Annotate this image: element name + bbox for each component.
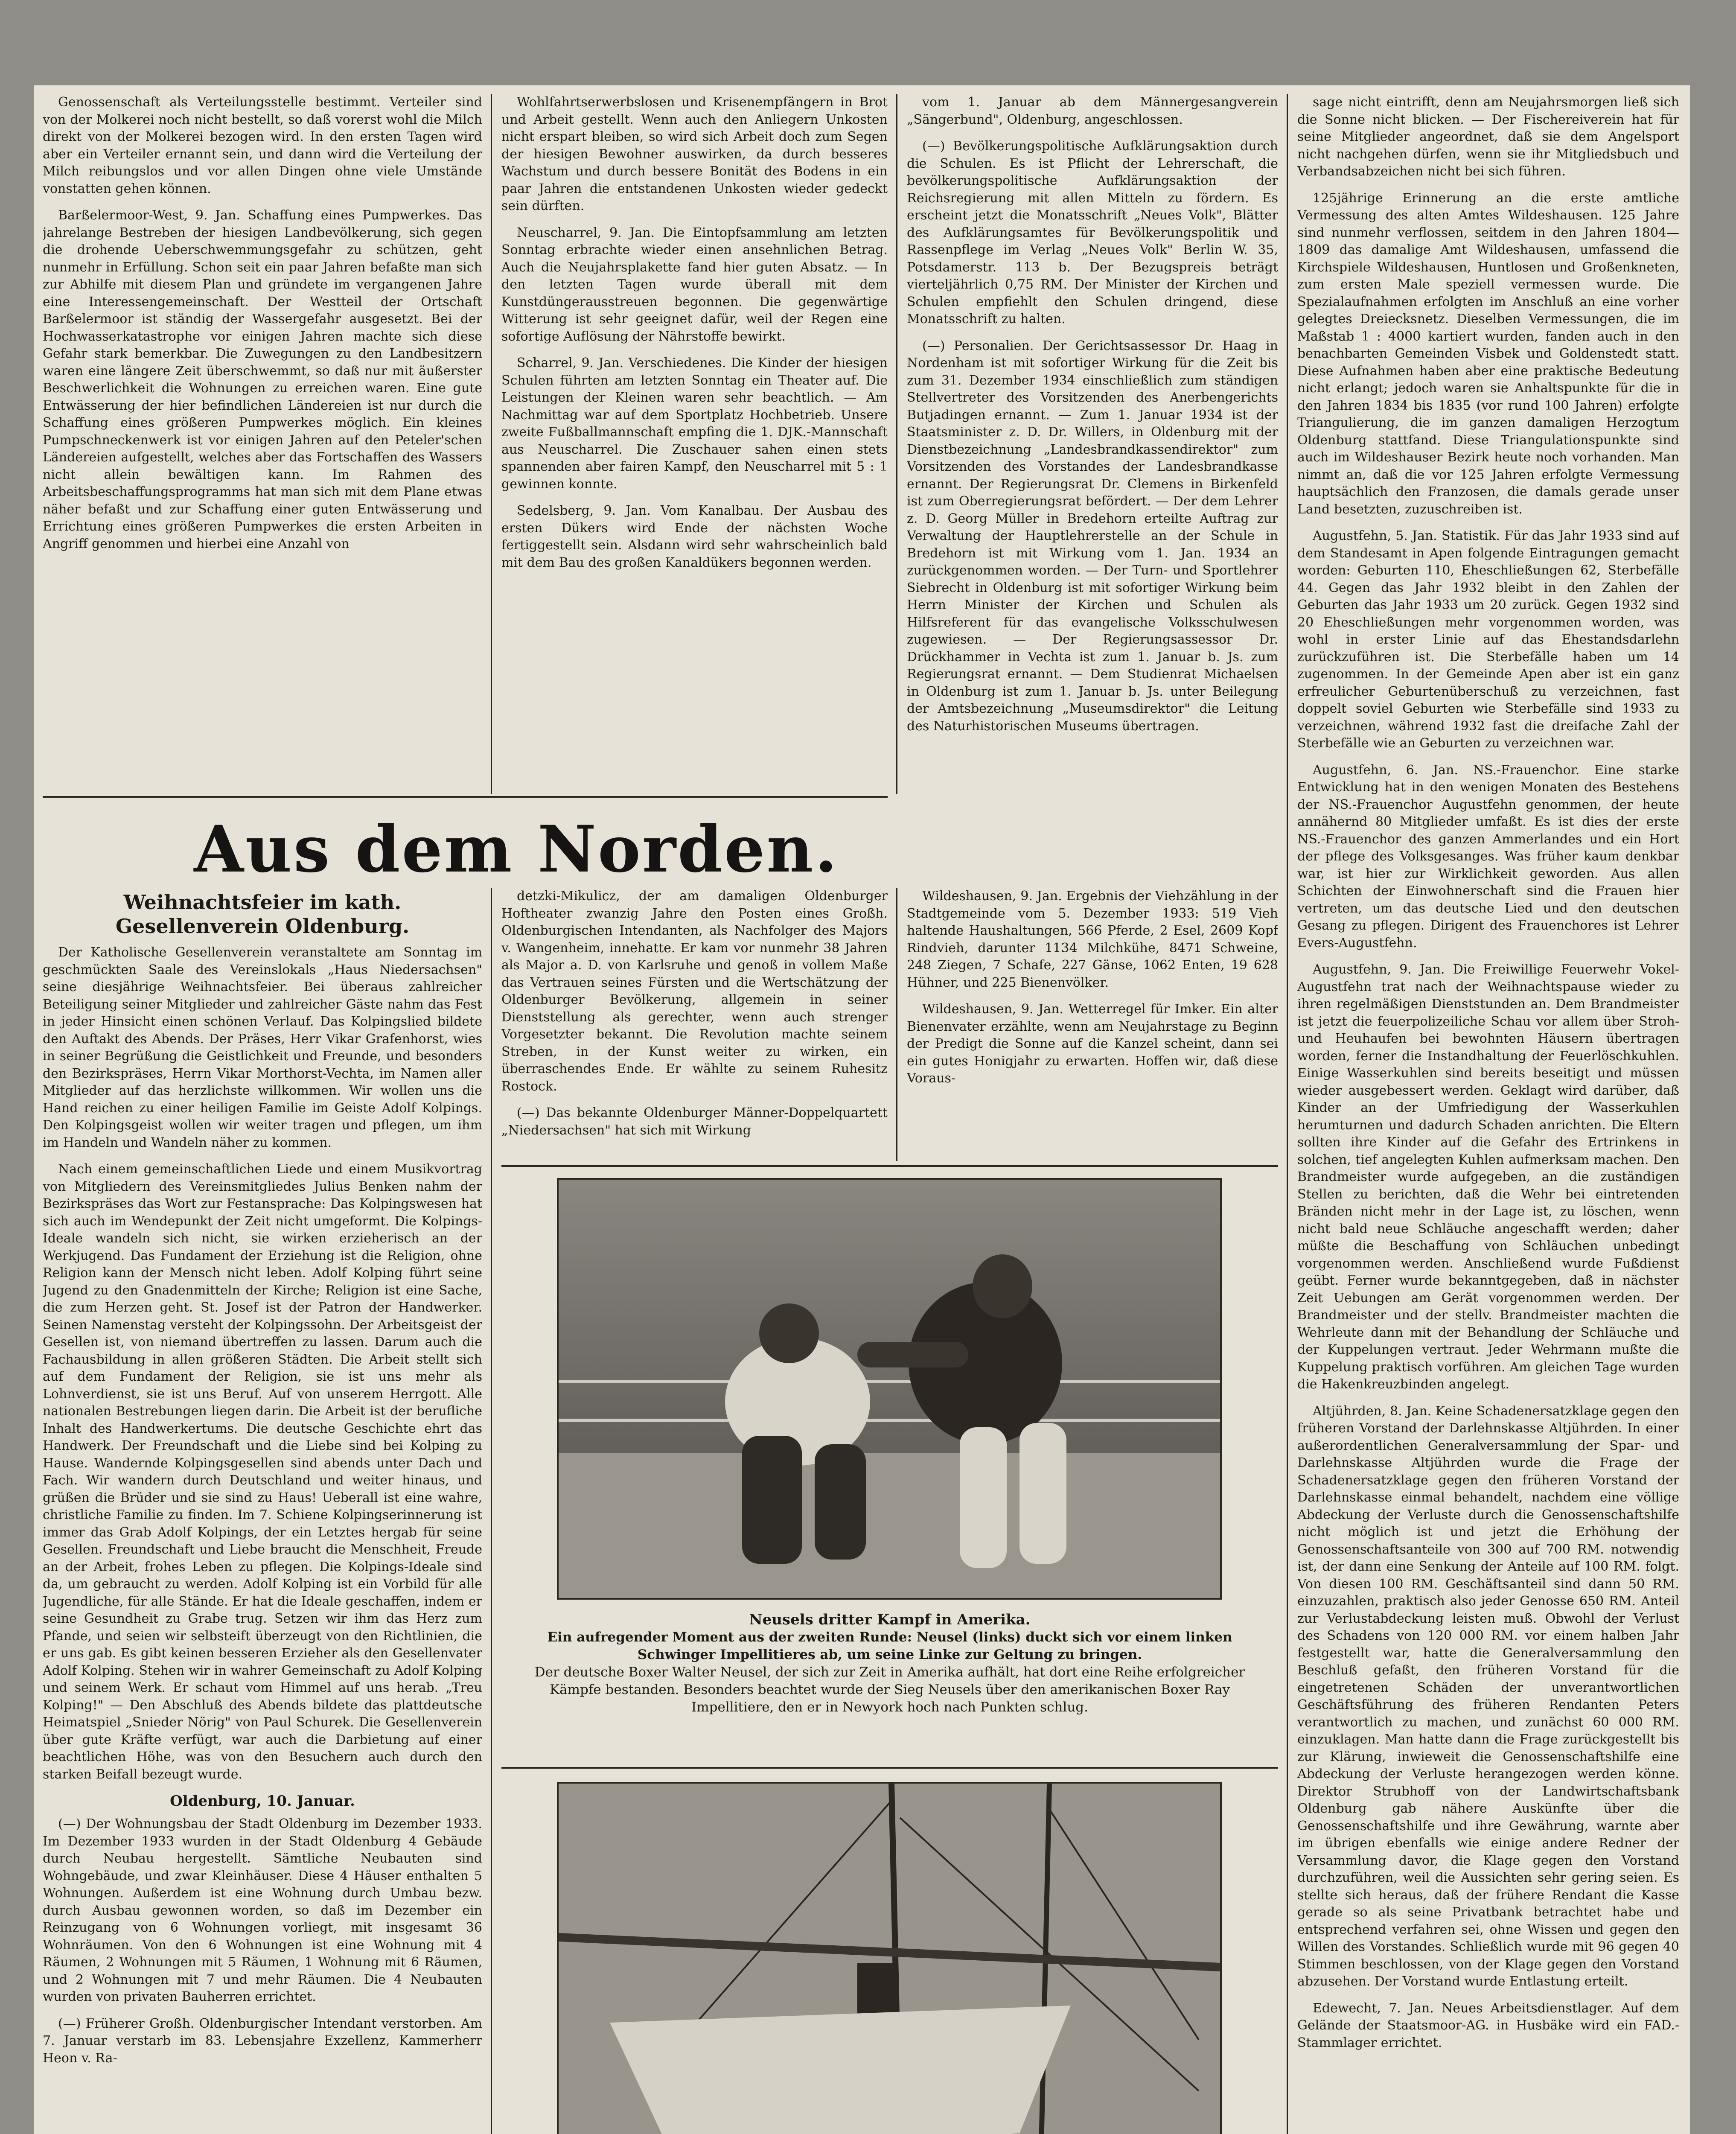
paragraph: Augustfehn, 5. Jan. Statistik. Für das Jahr 1933 sind auf dem Standesamt in Apen folgende Eintragungen gemacht worden: Geburten 110, Eheschließungen 62, Sterbefälle 44. Gegen das Jahr 1932 bleibt in den Zahlen der Geburten das Jahr 1933 um 20 zurück. Gegen 1932 sind 20 Eheschließungen mehr vorgenommen worden, was wohl in erster Linie auf das Ehestandsdarlehn zurückzuführen ist. Die Sterbefälle haben um 14 zugenommen. In der Gemeinde Apen aber ist ein ganz erfreulicher Geburtenüberschuß zu verzeichnen, fast doppelt soviel Geburten wie Sterbefälle sind 1933 zu verzeichnen, während 1932 fast die dreifache Zahl der Sterbefälle wie an Geburten zu verzeichnen war.	[1297, 528, 1679, 751]
column-divider	[491, 888, 492, 2134]
paragraph: Sedelsberg, 9. Jan. Vom Kanalbau. Der Ausbau des ersten Dükers wird Ende der nächsten Woche fertiggestellt sein. Alsdann wird sehr wahrscheinlich bald mit dem Bau des großen Kanaldükers begonnen werden.	[501, 503, 888, 570]
paragraph: Wohlfahrtserwerbslosen und Krisenempfängern in Brot und Arbeit gestellt. Wenn auch den Anliegern Unkosten nicht erspart bleiben, so wird sich Arbeit doch zum Segen der hiesigen Bewohner auswirken, da durch besseres Wachstum und durch bessere Bonität des Bodens in ein paar Jahren die entstandenen Unkosten wieder gedeckt sein dürften.	[501, 95, 888, 213]
ship-photo	[557, 1782, 1222, 2134]
boxing-caption-subtitle: Ein aufregender Moment aus der zweiten Runde: Neusel (links) duckt sich vor einem linken Schwinger Impellitieres ab, um seine Linke zur Geltung zu bringen.	[547, 1630, 1232, 1662]
boxing-caption	[512, 1611, 1267, 1716]
paragraph: Scharrel, 9. Jan. Verschiedenes. Die Kinder der hiesigen Schulen führten am letzten Sonntag ein Theater auf. Die Leistungen der Kleinen waren sehr beachtlich. — Am Nachmittag war auf dem Sportplatz Hochbetrieb. Unsere zweite Fußballmannschaft empfing die 1. DJK.-Mannschaft aus Neuscharrel. Die Zuschauer sahen einen stets spannenden aber fairen Kampf, den Neuscharrel mit 5 : 1 gewinnen konnte.	[501, 356, 888, 492]
paragraph: (—) Der Wohnungsbau der Stadt Oldenburg im Dezember 1933. Im Dezember 1933 wurden in der Stadt Oldenburg 4 Gebäude durch Neubau hergestellt. Sämtliche Neubauten sind Wohngebäude, und zwar Kleinhäuser. Diese 4 Häuser enthalten 5 Wohnungen. Außerdem ist eine Wohnung durch Umbau bezw. durch Ausbau gewonnen worden, so daß im Dezember ein Reinzugang von 6 Wohnungen vorliegt, mit insgesamt 36 Wohnräumen. Von den 6 Wohnungen ist eine Wohnung mit 4 Räumen, 2 Wohnungen mit 5 Räumen, 1 Wohnung mit 6 Räumen, und 2 Wohnungen mit 7 und mehr Räumen. Die 4 Neubauten wurden von privaten Bauherren errichtet.	[43, 1816, 482, 2004]
paragraph: Der Katholische Gesellenverein veranstaltete am Sonntag im geschmückten Saale des Vereinslokals „Haus Niedersachsen" seine diesjährige Weihnachtsfeier. Bei überaus zahlreicher Beteiligung seiner Mitglieder und zahlreicher Gäste nahm das Fest in jeder Hinsicht einen schönen Verlauf. Das Kolpingslied bildete den Auftakt des Abends. Der Präses, Herr Vikar Grafenhorst, wies in seiner Begrüßung die Geistlichkeit und Freunde, und besonders den Bezirkspräses, Herrn Vikar Morthorst-Vechta, im Namen aller Mitglieder auf das herzlichste willkommen. Wir wollen uns die Hand reichen zu einer heiligen Familie im Geiste Adolf Kolpings. Den Kolpingsgeist wollen wir weiter tragen und pflegen, um ihm im Handeln und Wandeln näher zu kommen.	[43, 945, 482, 1150]
paragraph: Barßelermoor-West, 9. Jan. Schaffung eines Pumpwerkes. Das jahrelange Bestreben der hiesigen Landbevölkerung, sich gegen die drohende Ueberschwemmungsgefahr zu schützen, geht nunmehr in Erfüllung. Schon seit ein paar Jahren befaßte man sich zur Abhilfe mit diesem Plan und gründete im vergangenen Jahre eine Interessengemeinschaft. Der Westteil der Ortschaft Barßelermoor ist ständig der Wassergefahr ausgesetzt. Bei der Hochwasserkatastrophe vor einigen Jahren machte sich diese Gefahr stark bemerkbar. Die Zuwegungen zu den Landbesitzern waren eine längere Zeit überschwemmt, so daß nur mit äußerster Beschwerlichkeit die Wohnungen zu erreichen waren. Eine gute Entwässerung der hier befindlichen Ländereien ist nur durch die Schaffung eines größeren Pumpwerkes möglich. Ein kleines Pumpschneckenwerk ist vor einigen Jahren auf den Peteler'schen Ländereien aufgestellt, welches aber das Fortschaffen des Wassers nicht allein bewältigen kann. Im Rahmen des Arbeitsbeschaffungsprogramms hat man sich mit dem Plane etwas näher befaßt und zur Schaffung einer guten Entwässerung und Errichtung eines größeren Pumpwerkes die ersten Arbeiten in Angriff genommen und hierbei eine Anzahl von	[43, 208, 482, 551]
column-3-top	[907, 94, 1278, 785]
column-divider	[491, 94, 492, 794]
paragraph: Genossenschaft als Verteilungsstelle bestimmt. Verteiler sind von der Molkerei noch nicht bestellt, so daß vorerst wohl die Milch direkt von der Molkerei bezogen wird. In den ersten Tagen wird aber ein Verteiler ernannt sein, und dann wird die Verteilung der Milch reibungslos und vor allen Dingen ohne viele Umstände vonstatten gehen können.	[43, 95, 482, 196]
column-2-bottom	[501, 888, 888, 1161]
paragraph: Wildeshausen, 9. Jan. Wetterregel für Imker. Ein alter Bienenvater erzählte, wenn am Neujahrstage zu Beginn der Predigt die Sonne auf die Kanzel scheint, dann sei ein gutes Honigjahr zu erwarten. Hoffen wir, daß diese Voraus-	[907, 1002, 1278, 1086]
column-1-top	[43, 94, 482, 785]
paragraph: (—) Bevölkerungspolitische Aufklärungsaktion durch die Schulen. Es ist Pflicht der Lehrerschaft, die bevölkerungspolitische Aufklärungsaktion der Reichsregierung mit allen Mitteln zu fördern. Es erscheint jetzt die Monatsschrift „Neues Volk", Blätter des Aufklärungsamtes für Bevölkerungspolitik und Rassenpflege im Verlag „Neues Volk" Berlin W. 35, Potsdamerstr. 113 b. Der Bezugspreis beträgt vierteljährlich 0,75 RM. Der Minister der Kirchen und Schulen empfiehlt den Schulen dringend, diese Monatsschrift zu halten.	[907, 139, 1278, 327]
paragraph: detzki-Mikulicz, der am damaligen Oldenburger Hoftheater zwanzig Jahre den Posten eines Großh. Oldenburgischen Intendanten, als Nachfolger des Majors v. Wangenheim, innehatte. Er kam vor nunmehr 38 Jahren als Major a. D. von Karlsruhe und genoß in vollem Maße das Vertrauen seines Fürsten und die Wertschätzung der Oldenburger Bevölkerung, allgemein in seiner Dienststellung als gerechter, wenn auch strenger Vorgesetzter bekannt. Die Revolution machte seinem Streben, in der Kunst weiter zu wirken, ein überraschendes Ende. Er wählte zu seinem Ruhesitz Rostock.	[501, 889, 888, 1094]
column-divider	[1287, 94, 1288, 2134]
paragraph: (—) Personalien. Der Gerichtsassessor Dr. Haag in Nordenham ist mit sofortiger Wirkung für die Zeit bis zum 31. Dezember 1934 einschließlich zum ständigen Stellvertreter des Vorsitzenden des Anerbengerichts Butjadingen ernannt. — Zum 1. Januar 1934 ist der Staatsminister z. D. Dr. Willers, in Oldenburg mit der Dienstbezeichnung „Landesbrandkassendirektor" zum Vorsitzenden des Vorstandes der Landesbrandkasse ernannt. Der Regierungsrat Dr. Clemens in Birkenfeld ist zum Oberregierungsrat befördert. — Der dem Lehrer z. D. Georg Müller in Bredehorn erteilte Auftrag zur Verwaltung der Hauptlehrerstelle an der Schule in Bredehorn ist mit Wirkung vom 1. Jan. 1934 an zurückgenommen worden. — Der Turn- und Sportlehrer Siebrecht in Oldenburg ist mit sofortiger Wirkung beim Herrn Minister der Kirchen und Schulen als Hilfsreferent für das evangelische Volksschulwesen zugewiesen. — Der Regierungsassessor Dr. Drückhammer in Vechta ist zum 1. Januar b. Js. zum Regierungsrat ernannt. — Dem Studienrat Michaelsen in Oldenburg ist zum 1. Januar b. Js. unter Beilegung der Amtsbezeichnung „Museumsdirektor" die Leitung des Naturhistorischen Museums übertragen.	[907, 338, 1278, 734]
paragraph: sage nicht eintrifft, denn am Neujahrsmorgen ließ sich die Sonne nicht blicken. — Der Fischereiverein hat für seine Mitglieder angeordnet, daß sie dem Angelsport nicht nachgehen dürfen, wenn sie ihr Mitgliedsbuch und Verbandsabzeichen nicht bei sich führen.	[1297, 95, 1679, 179]
headline: Weihnachtsfeier im kath. Gesellenverein Oldenburg.	[115, 891, 410, 938]
paragraph: Edewecht, 7. Jan. Neues Arbeitsdienstlager. Auf dem Gelände der Staatsmoor-AG. in Husbäke wird ein FAD.-Stammlager errichtet.	[1297, 2000, 1679, 2050]
section-divider	[501, 1165, 1278, 1167]
dateline: Oldenburg, 10. Januar.	[170, 1793, 355, 1810]
paragraph: Neuscharrel, 9. Jan. Die Eintopfsammlung am letzten Sonntag erbrachte wieder einen ansehnlichen Betrag. Auch die Neujahrsplakette fand hier guten Absatz. — In den letzten Tagen wurde überall mit dem Kunstdüngerausstreuen begonnen. Die gegenwärtige Witterung ist sehr geeignet dafür, weil der Regen eine sofortige Auflösung der Nährstoffe bewirkt.	[501, 225, 888, 344]
paragraph: Augustfehn, 9. Jan. Die Freiwillige Feuerwehr Vokel-Augustfehn trat nach der Weihnachtspause wieder zu ihren regelmäßigen Dienststunden an. Dem Brandmeister ist jetzt die feuerpolizeiliche Schau vor allem über Stroh- und Heuhaufen bei bewohnten Häusern übertragen worden, ferner die Instandhaltung der Feuerlöschkuhlen. Einige Wasserkuhlen sind bereits beseitigt und müssen wieder ausgebessert werden. Geklagt wird darüber, daß Kinder an der Umfriedigung der Wasserkuhlen herumturnen und dadurch Schaden anrichten. Die Eltern sollten ihre Kinder auf die Gefahr des Ertrinkens in solchen, tief angelegten Kuhlen aufmerksam machen. Den Brandmeister wurde aufgegeben, an die zuständigen Stellen zu berichten, daß die Wehr bei eintretenden Bränden nicht mehr in der Lage ist, zu löschen, wenn nicht bald neue Schläuche angeschafft werden; daher müßte die Beschaffung von Schläuchen unbedingt vorgenommen werden. Anschließend wurde Fußdienst geübt. Ferner wurde bekanntgegeben, daß in nächster Zeit Uebungen am Gerät vorgenommen werden. Der Brandmeister und der stellv. Brandmeister machten die Wehrleute dann mit der Behandlung der Schläuche und der Kuppelungen vertraut. Jeder Wehrmann mußte die Kuppelung praktisch vorführen. Am gleichen Tage wurden die Hakenkreuzbinden angelegt.	[1297, 962, 1679, 1392]
boxing-photo-illustration	[559, 1180, 1220, 1598]
paragraph: Nach einem gemeinschaftlichen Liede und einem Musikvortrag von Mitgliedern des Vereinsmitgliedes Julius Benken nahm der Bezirkspräses das Wort zur Festansprache: Das Kolpingswesen hat sich auch im Wendepunkt der Zeit nicht umgeformt. Die Kolpings-Ideale wandeln sich nicht, sie wirken erzieherisch an der Werkjugend. Das Fundament der Erziehung ist die Religion, ohne Religion kann der Mensch nicht leben. Adolf Kolping führt seine Jugend zu den Gnadenmitteln der Kirche; Religion ist eine Sache, die zum Herzen geht. St. Josef ist der Patron der Handwerker. Seinen Namenstag versteht der Kolpingssohn. Der Arbeitsgeist der Gesellen ist, von niemand übertreffen zu lassen. Darum auch die Fachausbildung in allen größeren Städten. Die Arbeit stellt sich auf dem Fundament der Religion, sie ist uns mehr als Lohnverdienst, sie ist uns Beruf. Auf von unserem Herrgott. Alle nationalen Bestrebungen liegen darin. Die Arbeit ist der berufliche Inhalt des Handwerkertums. Die deutsche Geschichte ehrt das Handwerk. Der Freundschaft und die Liebe sind bei Kolping zu Hause. Wandernde Kolpingsgesellen sind abends unter Dach und Fach. Wir wandern durch Deutschland und weiter hinaus, und grüßen die Brüder und sie sind zu Haus! Ueberall ist eine wahre, christliche Familie zu finden. Im 7. Schiene Kolpingserinnerung ist immer das Grab Adolf Kolpings, der ein Letztes hergab für seine Gesellen. Freundschaft und Liebe braucht die Menschheit, Freude an der Arbeit, frohes Leben zu pflegen. Die Kolpings-Ideale sind da, um gebraucht zu werden. Adolf Kolping ist ein Vorbild für alle Jugendliche, für alle Stände. Er hat die Ideale geschaffen, indem er seine Gesundheit zu Grabe trug. Setzen wir ihm das Herz zum Pfande, und seien wir selbsteift überzeugt von den Richtlinien, die er uns gab. Es gibt keinen besseren Erzieher als den Gesellenvater Adolf Kolping. Stehen wir in wahrer Gemeinschaft zu Adolf Kolping und seinem Werk. Er schaut vom Himmel auf uns herab. „Treu Kolping!" — Den Abschluß des Abends bildete das plattdeutsche Heimatspiel „Snieder Nörig" von Paul Schurek. Die Gesellenverein über gute Kräfte verfügt, war auch die Darbietung auf einer beachtlichen Höhe, was von den Besuchern auch durch den starken Beifall bezeugt wurde.	[43, 1162, 482, 1782]
paragraph: 125jährige Erinnerung an die erste amtliche Vermessung des alten Amtes Wildeshausen. 125 Jahre sind nunmehr verflossen, seitdem in den Jahren 1804—1809 das damalige Amt Wildeshausen, umfassend die Kirchspiele Wildeshausen, Huntlosen und Großenkneten, zum ersten Male speziell vermessen wurde. Die Spezialaufnahmen erfolgten im Anschluß an eine vorher gelegtes Dreiecksnetz. Dieselben Vermessungen, die im Maßstab 1 : 4000 kartiert wurden, fanden auch in den benachbarten Gemeinden Visbek und Goldenstedt statt. Diese Aufnahmen haben aber eine praktische Bedeutung nicht erlangt; jedoch waren sie Anhaltspunkte für die in den Jahren 1834 bis 1835 (vor rund 100 Jahren) erfolgte Triangulierung, die im ganzen damaligen Herzogtum Oldenburg stattfand. Diese Triangulationspunkte sind auch im Wildeshauser Bezirk heute noch vorhanden. Man nimmt an, daß die vor 125 Jahren erfolgte Vermessung hauptsächlich den Franzosen, die damals gerade unser Land besetzten, zuzuschreiben ist.	[1297, 190, 1679, 517]
section-divider	[501, 1767, 1278, 1769]
section-banner: Aus dem Norden.	[194, 812, 839, 887]
paragraph: (—) Das bekannte Oldenburger Männer-Doppelquartett „Niedersachsen" hat sich mit Wirkung	[501, 1105, 888, 1138]
paragraph: vom 1. Januar ab dem Männergesangverein „Sängerbund", Oldenburg, angeschlossen.	[907, 95, 1278, 127]
column-divider	[896, 888, 897, 1161]
paragraph: Augustfehn, 6. Jan. NS.-Frauenchor. Eine starke Entwicklung hat in den wenigen Monaten des Bestehens der NS.-Frauenchor Augustfehn genommen, der heute annähernd 80 Mitglieder umfaßt. Es ist dies der erste NS.-Frauenchor des ganzen Ammerlandes und ein Hort der pflege des Volksgesanges. Was früher kaum denkbar war, ist hier zur Wirklichkeit geworden. Aus allen Schichten der Einwohnerschaft sind die Frauen hier vertreten, um das deutsche Lied und den deutschen Gesang zu pflegen. Dirigent des Frauenchores ist Lehrer Evers-Augustfehn.	[1297, 762, 1679, 950]
ship-photo-illustration	[559, 1784, 1220, 2134]
column-1-bottom	[43, 888, 482, 2134]
boxing-photo	[557, 1178, 1222, 1600]
boxing-caption-text: Der deutsche Boxer Walter Neusel, der sich zur Zeit in Amerika aufhält, hat dort eine Reihe erfolgreicher Kämpfe bestanden. Besonders beachtet wurde der Sieg Neusels über den amerikanischen Boxer Ray Impellitiere, den er in Newyork hoch nach Punkten schlug.	[534, 1665, 1245, 1715]
boxing-caption-title: Neusels dritter Kampf in Amerika.	[749, 1611, 1031, 1628]
paragraph: (—) Früherer Großh. Oldenburgischer Intendant verstorben. Am 7. Januar verstarb im 83. Lebensjahre Exzellenz, Kammerherr Heon v. Ra-	[43, 2016, 482, 2066]
paragraph: Wildeshausen, 9. Jan. Ergebnis der Viehzählung in der Stadtgemeinde vom 5. Dezember 1933: 519 Vieh haltende Haushaltungen, 566 Pferde, 2 Esel, 2609 Kopf Rindvieh, darunter 1134 Milchkühe, 8471 Schweine, 248 Ziegen, 7 Schafe, 227 Gänse, 1062 Enten, 19 628 Hühner, und 225 Bienenvölker.	[907, 889, 1278, 990]
section-divider	[43, 796, 888, 798]
newspaper-page	[34, 85, 1690, 2134]
column-2-top	[501, 94, 888, 785]
column-divider	[896, 94, 897, 794]
column-4	[1297, 94, 1679, 2134]
paragraph: Altjührden, 8. Jan. Keine Schadenersatzklage gegen den früheren Vorstand der Darlehnskasse Altjührden. In einer außerordentlichen Generalversammlung der Spar- und Darlehnskasse Altjührden wurde die Frage der Schadenersatzklage gegen den früheren Vorstand der Darlehnskasse einmal behandelt, nachdem eine völlige Abdeckung der Verluste durch die Genossenschaftshilfe nicht möglich ist und jetzt die Erhöhung der Genossenschaftsanteile von 300 auf 700 RM. notwendig ist, der dann eine Senkung der Anteile auf 100 RM. folgt. Von diesen 100 RM. Geschäftsanteil sind dann 50 RM. einzuzahlen, praktisch also jeder Genosse 650 RM. Anteil zur Verlustabdeckung leisten muß. Obwohl der Verlust des Schadens von 120 000 RM. vor einem halben Jahr festgestellt war, hatte die Generalversammlung den Beschluß gefaßt, den früheren Vorstand für die eingetretenen Schäden der unverantwortlichen Geschäftsführung des früheren Rendanten Peters verantwortlich zu machen, und zunächst 60 000 RM. einzuklagen. Man hatte dann die Frage zurückgestellt bis zur Klärung, inwieweit die Genossenschaftshilfe eine Abdeckung der Verluste herangezogen werden könne. Direktor Strubhoff von der Landwirtschaftsbank Oldenburg gab nähere Auskünfte über die Genossenschaftshilfe und ihre Gewährung, warnte aber im übrigen ebenfalls wie einige andere Redner der Versammlung davor, die Klage gegen den Vorstand durchzuführen, weil die Aussichten sehr gering seien. Es stellte sich heraus, daß der frühere Rendant die Kasse gerade so als seine Privatbank betrachtet habe und entsprechend verfahren sei, ohne Wissen und gegen den Willen des Vorstandes. Schließlich wurde mit 96 gegen 40 Stimmen beschlossen, von der Klage gegen den Vorstand abzusehen. Der Vorstand wurde Entlastung erteilt.	[1297, 1403, 1679, 1989]
column-3-bottom	[907, 888, 1278, 1161]
